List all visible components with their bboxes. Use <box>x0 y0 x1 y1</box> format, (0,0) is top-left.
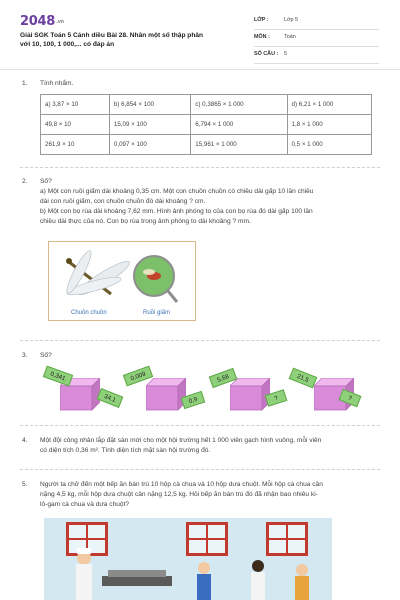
dragonfly-illustration <box>63 248 132 299</box>
document-header <box>0 0 400 70</box>
insects-illustration <box>48 241 196 321</box>
value-tag: 0,9 <box>181 391 206 409</box>
table-cell: 15,09 × 100 <box>109 115 190 135</box>
value-tag: 21,5 <box>289 368 318 389</box>
answer-tag: ? <box>338 389 361 408</box>
answer-tag: ? <box>265 389 288 407</box>
title-line-1: Giải SGK Toán 5 Cánh diều Bài 28. Nhân một số thập phân <box>20 32 204 39</box>
meta-key: LỚP : <box>254 17 269 23</box>
q1-number: 1. <box>22 80 28 87</box>
student-figure <box>197 562 211 600</box>
q5-text <box>40 480 385 510</box>
site-logo[interactable] <box>20 14 64 29</box>
divider <box>20 425 380 426</box>
meta-row-class <box>254 13 379 30</box>
q2-text <box>40 177 380 227</box>
meta-value: Toán <box>284 34 296 40</box>
caption-dragonfly: Chuồn chuồn <box>71 310 107 316</box>
table-cell: 1,8 × 1 000 <box>287 115 371 135</box>
kitchen-illustration <box>44 518 332 600</box>
table-cell: c) 0,3865 × 1 000 <box>191 95 287 115</box>
q3-text: Số? <box>40 352 52 359</box>
window <box>186 522 228 556</box>
meta-key: MÔN : <box>254 34 270 40</box>
q4-line: Một đội công nhân lắp đặt sàn mới cho một hội trường hết 1 000 viên gạch hình vuông, mỗi viên <box>40 437 322 444</box>
meta-panel <box>254 13 379 64</box>
table-cell: 49,8 × 10 <box>41 115 110 135</box>
cook-figure <box>76 548 92 600</box>
table-cell: b) 6,854 × 100 <box>109 95 190 115</box>
table-cell: 261,9 × 10 <box>41 135 110 155</box>
q1-table <box>40 94 372 155</box>
divider <box>20 167 380 168</box>
table-cell: 15,961 × 1 000 <box>191 135 287 155</box>
q4-number: 4. <box>22 437 28 444</box>
q1-text: Tính nhẩm. <box>40 80 74 87</box>
q2-line: chiều dài thực của nó. Con bọ rùa trong ảnh phóng to dài khoảng ? mm. <box>40 218 251 225</box>
table-cell: d) 6,21 × 1 000 <box>287 95 371 115</box>
table-cell: 6,794 × 1 000 <box>191 115 287 135</box>
title-line-2: với 10, 100, 1 000,... có đáp án <box>20 41 115 48</box>
q4-line: có diện tích 0,36 m². Tính diện tích mặt sàn hội trường đó. <box>40 447 211 454</box>
table-row <box>41 115 372 135</box>
divider <box>20 469 380 470</box>
q5-number: 5. <box>22 481 28 488</box>
caption-fly: Ruồi giấm <box>143 310 171 316</box>
q5-line: nặng 4,5 kg, mỗi hộp dưa chuột cân nặng 12,5 kg. Hỏi bếp ăn bán trú đó đã nhận bao nhiêu ki- <box>40 491 318 498</box>
kitchen-scene <box>44 518 332 600</box>
meta-key: SỐ CÂU : <box>254 51 279 57</box>
meta-value: Lớp 5 <box>284 17 299 23</box>
table-cell: 0,5 × 1 000 <box>287 135 371 155</box>
q2-line: a) Một con ruồi giấm dài khoảng 0,35 cm. Một con chuồn chuồn có chiều dài gấp 10 lần chiều <box>40 188 314 195</box>
meta-row-count <box>254 47 379 64</box>
logo-text: 2048 <box>20 14 55 29</box>
document-title <box>20 31 235 49</box>
meta-row-subject <box>254 30 379 47</box>
table-row <box>41 135 372 155</box>
q2-line: Số? <box>40 178 52 185</box>
q4-text <box>40 436 380 456</box>
table-cell: a) 3,87 × 10 <box>41 95 110 115</box>
value-tag: 0,341 <box>43 366 73 387</box>
meta-value: 5 <box>284 51 287 57</box>
logo-suffix: .vn <box>55 18 64 25</box>
fly-in-magnifier-illustration <box>134 256 177 302</box>
value-tag: 5,68 <box>209 368 238 388</box>
q2-number: 2. <box>22 178 28 185</box>
table-cell: 0,097 × 100 <box>109 135 190 155</box>
student-figure <box>251 560 265 600</box>
q5-line: Người ta chở đến một bếp ăn bán trú 10 hộp cà chua và 10 hộp dưa chuột. Mỗi hộp cà chua cân <box>40 481 323 488</box>
value-tag: 0,009 <box>123 366 153 387</box>
q2-line: dài con ruồi giấm, con chuồn chuồn đó dài khoảng ? cm. <box>40 198 206 205</box>
student-figure <box>295 564 309 600</box>
q5-line: lô-gam cà chua và dưa chuột? <box>40 501 130 508</box>
q3-number: 3. <box>22 352 28 359</box>
divider <box>20 340 380 341</box>
window <box>266 522 308 556</box>
q2-line: b) Một con bọ rùa dài khoảng 7,62 mm. Hình ảnh phóng to của con bọ rùa đó dài gấp 100 lần <box>40 208 313 215</box>
box-2 <box>146 378 186 412</box>
value-tag: 34,1 <box>97 388 124 408</box>
table-row <box>41 95 372 115</box>
